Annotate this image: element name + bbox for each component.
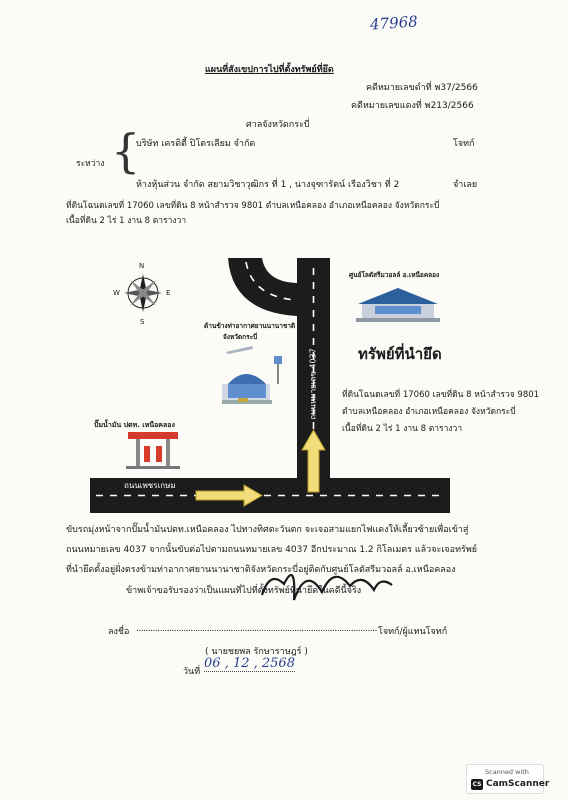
compass-w: W	[113, 289, 120, 297]
compass-s: S	[140, 318, 145, 326]
signer-role: โจทก์/ผู้แทนโจทก์	[378, 627, 448, 637]
road-4037-label: ถนนหมายเลข 4037	[308, 348, 318, 420]
signature-line: ......................................................................................................	[136, 624, 377, 634]
certification-text: ข้าพเจ้าขอรับรองว่าเป็นแผนที่ไปที่ตั้งทรัพย์ที่นำยึดในคดีนี้จริง	[126, 586, 362, 596]
sign-label: ลงชื่อ	[108, 627, 130, 637]
plaintiff-name: บริษัท เครดิตี้ ปิโตรเลียม จำกัด	[136, 139, 256, 149]
airport-building	[222, 346, 282, 404]
land-description-line-1: ที่ดินโฉนดเลขที่ 17060 เลขที่ดิน 8 หน้าสำรวจ 9801 ตำบลเหนือคลอง อำเภอเหนือคลอง จังหวัดกระบี่	[66, 201, 440, 211]
date-label: วันที่	[183, 667, 201, 677]
mall-building	[356, 288, 440, 322]
property-line-1: ที่ดินโฉนดเลขที่ 17060 เลขที่ดิน 8 หน้าสำรวจ 9801	[342, 390, 540, 400]
compass-rose	[124, 274, 162, 312]
signer-name: ( นายชยพล รักษาราษฎร์ )	[205, 647, 308, 657]
plaintiff-role: โจทก์	[453, 139, 475, 149]
directions-line-1: ขับรถมุ่งหน้าจากปั๊มน้ำมันปตท.เหนือคลอง ไปทางทิศตะวันตก จะเจอสามแยกไฟแดงให้เลี้ยวซ้ายเพื่อเข้าสู่	[66, 525, 469, 535]
camscanner-badge	[466, 764, 550, 794]
date-value: 06 , 12 , 2568	[204, 656, 295, 671]
airport-label-line-2: จังหวัดกระบี่	[223, 333, 258, 341]
defendant-name: ห้างหุ้นส่วน จำกัด สยามวิชาวุฒิกร ที่ 1 , นางจุฑารัตน์ เรืองวิชา ที่ 2	[136, 180, 400, 190]
mall-label: ศูนย์โลตัสรีมวอลล์ อ.เหนือคลอง	[349, 271, 440, 279]
between-label: ระหว่าง	[76, 159, 105, 169]
property-line-2: ตำบลเหนือคลอง อำเภอเหนือคลอง จังหวัดกระบี่	[342, 407, 516, 417]
directions-line-2: ถนนหมายเลข 4037 จากนั้นขับต่อไปตามถนนหมายเลข 4037 อีกประมาณ 1.2 กิโลเมตร แล้วจะเจอทรัพย์	[66, 545, 478, 555]
compass-n: N	[139, 262, 145, 270]
black-case-number: คดีหมายเลขดำที่ พ37/2566	[366, 83, 478, 93]
defendant-role: จำเลย	[453, 180, 478, 190]
document-title: แผนที่สังเขปการไปที่ตั้งทรัพย์ที่ยึด	[205, 65, 334, 75]
property-line-3: เนื้อที่ดิน 2 ไร่ 1 งาน 8 ตารางวา	[342, 424, 463, 434]
red-case-number: คดีหมายเลขแดงที่ พ213/2566	[351, 101, 474, 111]
property-title: ทรัพย์ที่นำยึด	[358, 345, 442, 363]
gas-station	[126, 432, 180, 469]
compass-e: E	[166, 289, 171, 297]
directions-line-3: ที่นำยึดตั้งอยู่ฝั่งตรงข้ามท่าอากาศยานนานาชาติจังหวัดกระบี่อยู่ติดกับศูนย์โลตัสรีมวอลล์ อ.เหนือคลอง	[66, 565, 456, 575]
camscanner-label: CamScanner	[486, 779, 550, 789]
gas-station-label: ปั๊มน้ำมัน ปตท. เหนือคลอง	[94, 421, 175, 429]
scanned-with-label: Scanned with	[485, 768, 529, 776]
court-name: ศาลจังหวัดกระบี่	[246, 120, 310, 130]
land-description-line-2: เนื้อที่ดิน 2 ไร่ 1 งาน 8 ตารางวา	[66, 216, 187, 226]
camscanner-logo-icon: CS	[472, 781, 482, 788]
airport-label-line-1: ด้านข้างท่าอากาศยานนานาชาติ	[204, 322, 296, 330]
handwritten-number: 47968	[369, 12, 419, 34]
parties-brace: {	[111, 124, 141, 178]
road-phetkasem-label: ถนนเพชรเกษม	[124, 481, 176, 490]
